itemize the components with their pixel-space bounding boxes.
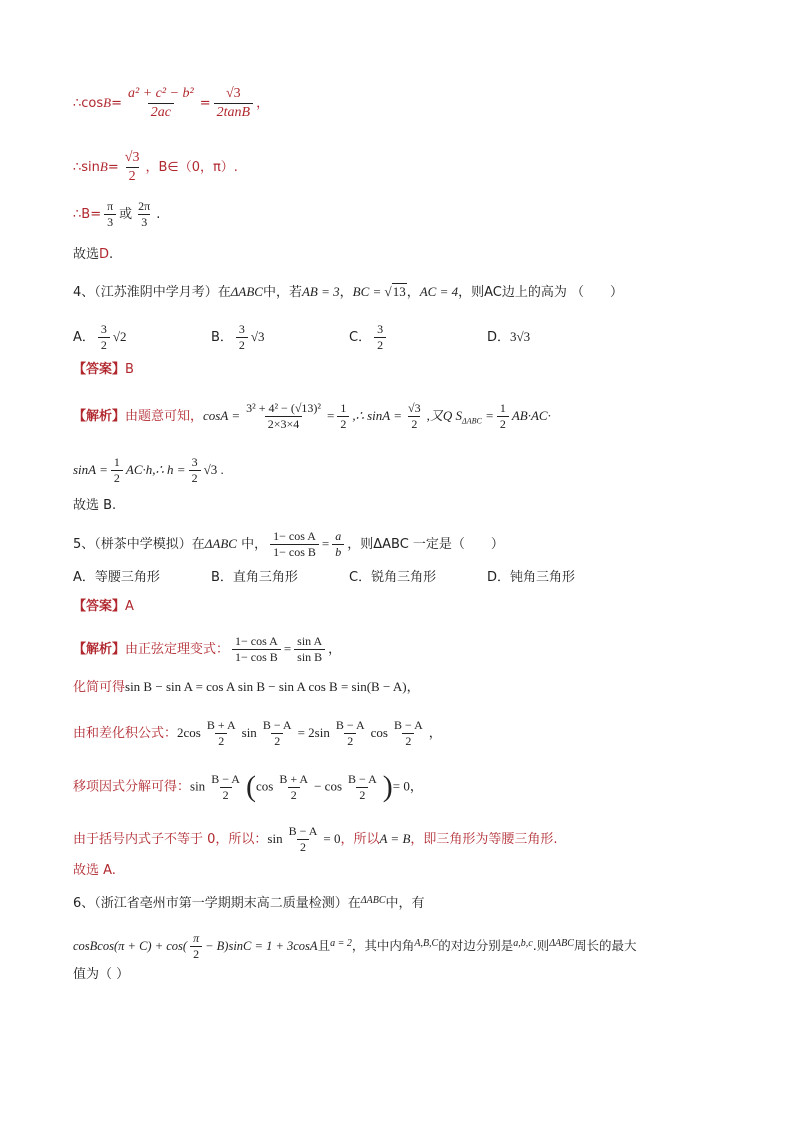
q5-option-c[interactable]: C．锐角三角形	[349, 570, 437, 585]
fraction: $\frac{\text{a² + c² − b²}}{2ac}$	[128, 86, 194, 120]
fraction: $\frac{a}{b}$	[332, 530, 344, 559]
q5-step1: 【解析】由正弦定理变式： $\frac{\text{1− cos A}}{\text{1− cos B}}$ = $\frac{\text{sin A}}{\text{sin B}}$ ，	[73, 634, 342, 664]
fraction: $\frac{3}{2}$	[374, 323, 386, 352]
q6-line3: 值为（ ）	[73, 967, 130, 982]
q5-step5: 由于括号内式子不等于 0，所以：sin $\frac{B - A}{2}$ = 0，所以A = B，即三角形为等腰三角形.	[73, 824, 558, 854]
fraction: $\frac{√3}{2}$	[124, 150, 140, 184]
q4-analysis-line2: sinA = $\frac{1}{2}$ AC·h,∴ h = $\frac{3}{2}$ √3 .	[73, 455, 224, 485]
fraction: $\frac{1}{2}$	[337, 402, 349, 431]
q5-answer: 【答案】A	[73, 599, 134, 614]
fraction: $\frac{\text{1− cos A}}{\text{1− cos B}}$	[232, 635, 281, 664]
q4-answer: 【答案】B	[73, 362, 134, 377]
q5-option-a[interactable]: A．等腰三角形	[73, 570, 160, 585]
fraction: $\frac{B - A}{2}$	[393, 718, 423, 748]
q5-stem: 5、（栟茶中学模拟）在ΔABC 中， $\frac{\text{1− cos A}}{\text{1− cos B}}$ = $\frac{a}{b}$ ，则ΔABC 一定是（ ）	[73, 529, 504, 559]
fraction: $\frac{√3}{2}$	[408, 401, 421, 431]
q5-step4: 移项因式分解可得：sin $\frac{B - A}{2}$ (cos $\frac{B + A}{2}$ − cos $\frac{B - A}{2}$ )= 0，	[73, 770, 423, 803]
fraction: $\frac{B - A}{2}$	[288, 824, 318, 854]
prev-choose: 故选D.	[73, 247, 114, 262]
q4-analysis-line1: 【解析】由题意可知，cosA = $\frac{\text{3² + 4² − (√13)²}}{2\times 3\times 4}$ = $\frac{1}{2}$ ,∴ sinA = $\frac{√3}{2}$ ,又Q $S_{\Delta ABC}$ = $\frac{1}{2}$ AB·AC·	[73, 401, 551, 431]
q4-option-c[interactable]: C． $\frac{3}{2}$	[349, 323, 487, 352]
q4-option-b[interactable]: B． $\frac{3}{2}$ √3	[211, 322, 265, 352]
q5-option-b[interactable]: B．直角三角形	[211, 570, 298, 585]
q4-option-d[interactable]: D．3√3	[487, 329, 531, 345]
fraction: $\frac{\text{1− cos A}}{\text{1− cos B}}$	[270, 530, 319, 559]
fraction: $\frac{\text{sin A}}{\text{sin B}}$	[294, 635, 325, 664]
q6-equation-line: cosBcos(π + C) + cos( $\frac{\pi}{2}$ − B)sinC = 1 + 3cosA且$^{a = 2}$，其中内角$^{A,B,C}$的对边分别是$^{a,b,c}$.则$^{\Delta ABC}$周长的最大	[73, 931, 637, 961]
prev-cos-line: ∴cosB= $\frac{\text{a² + c² − b²}}{2ac}$ = $\frac{√3}{2\tan B}$ ，	[73, 86, 270, 120]
q5-step2: 化简可得sin B − sin A = cos A sin B − sin A cos B = sin(B − A)，	[73, 679, 420, 695]
fraction: $\frac{3}{2}$	[98, 323, 110, 352]
fraction: $\frac{3}{2}$	[236, 323, 248, 352]
fraction: $\frac{\text{3² + 4² − (√13)²}}{2\times 3\times 4}$	[246, 401, 321, 431]
q5-choose: 故选 A.	[73, 863, 116, 878]
fraction: $\frac{B - A}{2}$	[348, 771, 377, 802]
fraction: $\frac{B - A}{2}$	[211, 771, 240, 802]
q4-option-a[interactable]: A． $\frac{3}{2}$ √2	[73, 322, 127, 352]
q6-stem: 6、（浙江省亳州市第一学期期末高二质量检测）在$^{\Delta ABC}$中，有	[73, 895, 425, 911]
fraction: $\frac{√3}{2\tan B}$	[214, 86, 253, 121]
fraction: $\frac{1}{2}$	[497, 402, 509, 431]
fraction: $\frac{B - A}{2}$	[262, 718, 292, 748]
fraction: $\frac{B - A}{2}$	[335, 718, 365, 748]
prev-b-line: ∴B= $\frac{\pi}{3}$ 或 $\frac{2\pi}{3}$ .	[73, 199, 161, 229]
q4-options	[73, 323, 530, 352]
fraction: $\frac{\pi}{3}$	[104, 200, 116, 229]
fraction: $\frac{3}{2}$	[189, 456, 201, 485]
fraction: $\frac{B + A}{2}$	[206, 718, 236, 748]
fraction: $\frac{\pi}{2}$	[190, 932, 202, 961]
fraction: $\frac{B + A}{2}$	[279, 771, 309, 802]
fraction: $\frac{2\pi}{3}$	[138, 199, 151, 229]
q4-stem: 4、（江苏淮阴中学月考）在ΔABC中，若AB = 3，BC = √13，AC = 4，则AC边上的高为 （ ）	[73, 284, 623, 300]
q4-choose: 故选 B.	[73, 498, 117, 513]
q5-option-d[interactable]: D．钝角三角形	[487, 570, 576, 585]
q5-options	[73, 569, 575, 587]
prev-sin-line: ∴sinB= $\frac{√3}{2}$ ，B∈（0，π）.	[73, 150, 238, 184]
fraction: $\frac{1}{2}$	[111, 456, 123, 485]
q5-step3: 由和差化积公式：2cos $\frac{B + A}{2}$ sin $\frac{B - A}{2}$ = 2sin $\frac{B - A}{2}$ cos $\frac{B - A}{2}$ ，	[73, 718, 442, 748]
